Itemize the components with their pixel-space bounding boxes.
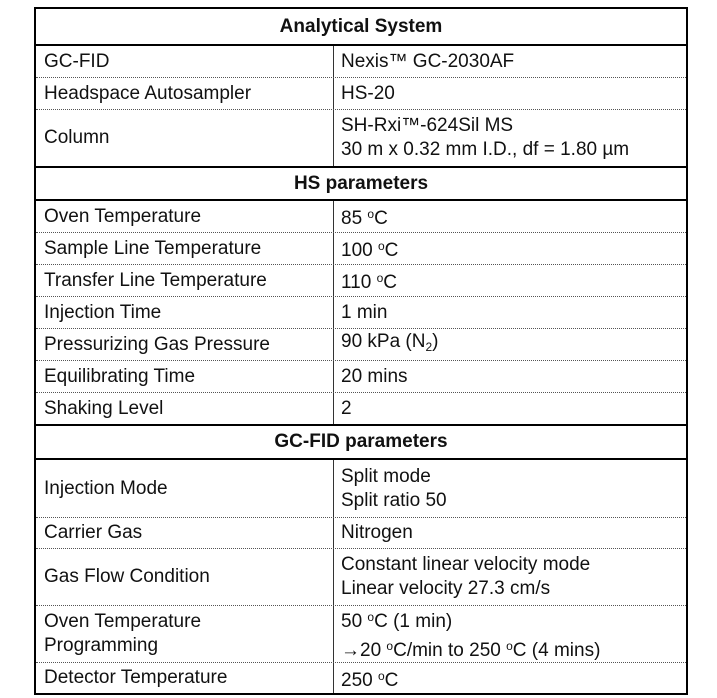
value-text: 2	[341, 397, 352, 419]
value-text: Split ratio 50	[341, 489, 447, 511]
label-text: Gas Flow Condition	[44, 566, 210, 587]
table-row	[36, 232, 686, 264]
label-text: Sample Line Temperature	[44, 237, 262, 259]
row-label	[36, 265, 334, 296]
table-row	[36, 77, 686, 109]
row-label	[36, 46, 334, 77]
label-text: Detector Temperature	[44, 667, 228, 688]
value-text: 90 kPa $(N_2)$	[341, 331, 439, 354]
parameters-table	[34, 7, 688, 695]
row-label	[36, 361, 334, 392]
table-row	[36, 296, 686, 328]
value-text: Constant linear velocity mode	[341, 554, 591, 575]
row-value	[334, 663, 686, 693]
label-text: Shaking Level	[44, 397, 164, 419]
row-value	[334, 46, 686, 77]
section-header-analytical-system: Analytical System	[36, 9, 686, 46]
row-value	[334, 201, 686, 232]
value-text: SH-Rxi™-624Sil MS	[341, 115, 514, 136]
row-value	[334, 393, 686, 424]
label-text: Headspace Autosampler	[44, 82, 252, 104]
row-value	[334, 606, 686, 662]
table-row	[36, 46, 686, 77]
label-text: Pressurizing Gas Pressure	[44, 333, 270, 355]
row-label	[36, 201, 334, 232]
value-text: 50 $^o$C (1 min)	[341, 610, 453, 632]
row-label	[36, 110, 334, 166]
row-label	[36, 329, 334, 360]
value-text: →20 $^o$C/min to 250 $^o$C (4 mins)	[341, 639, 601, 661]
value-text: 110 $^o$C	[341, 271, 397, 293]
value-text: HS-20	[341, 82, 395, 104]
row-value	[334, 297, 686, 328]
value-text: 250 $^o$C	[341, 668, 399, 691]
label-text: GC-FID	[44, 50, 110, 72]
row-label	[36, 78, 334, 109]
label-text: Oven Temperature	[44, 205, 202, 227]
value-text: Nitrogen	[341, 522, 413, 543]
row-value	[334, 361, 686, 392]
label-text: Carrier Gas	[44, 522, 143, 543]
row-label	[36, 606, 334, 662]
row-label	[36, 393, 334, 424]
row-value	[334, 549, 686, 605]
row-value	[334, 265, 686, 296]
value-text: 100 $^o$C	[341, 239, 399, 261]
row-label	[36, 233, 334, 264]
value-text: 20 mins	[341, 365, 408, 387]
table-row	[36, 517, 686, 548]
value-text: 85 $^o$C	[341, 207, 388, 229]
row-label	[36, 460, 334, 517]
row-label	[36, 297, 334, 328]
row-label	[36, 518, 334, 548]
value-text: 30 m x 0.32 mm I.D., df = 1.80 µm	[341, 139, 630, 160]
table-row	[36, 264, 686, 296]
table-row	[36, 605, 686, 662]
label-text: Column	[44, 127, 110, 148]
label-text: Programming	[44, 635, 159, 656]
row-label	[36, 549, 334, 605]
label-text: Equilibrating Time	[44, 365, 196, 387]
row-value	[334, 460, 686, 517]
value-text: Split mode	[341, 465, 431, 487]
row-value	[334, 329, 686, 360]
table-row	[36, 548, 686, 605]
row-value	[334, 110, 686, 166]
value-text: Nexis™ GC-2030AF	[341, 50, 515, 72]
section-header-gc-fid-parameters: GC-FID parameters	[36, 424, 686, 460]
value-text: 1 min	[341, 301, 388, 323]
row-label	[36, 663, 334, 693]
table-row	[36, 392, 686, 424]
table-row	[36, 662, 686, 693]
row-value	[334, 518, 686, 548]
label-text: Injection Time	[44, 301, 162, 323]
table-row	[36, 109, 686, 166]
table-row	[36, 201, 686, 232]
row-value	[334, 78, 686, 109]
value-text: Linear velocity 27.3 cm/s	[341, 578, 551, 599]
label-text: Transfer Line Temperature	[44, 269, 267, 291]
table-row	[36, 460, 686, 517]
label-text: Oven Temperature	[44, 611, 202, 632]
table-row	[36, 328, 686, 360]
label-text: Injection Mode	[44, 477, 168, 499]
section-header-hs-parameters: HS parameters	[36, 166, 686, 201]
table-row	[36, 360, 686, 392]
row-value	[334, 233, 686, 264]
